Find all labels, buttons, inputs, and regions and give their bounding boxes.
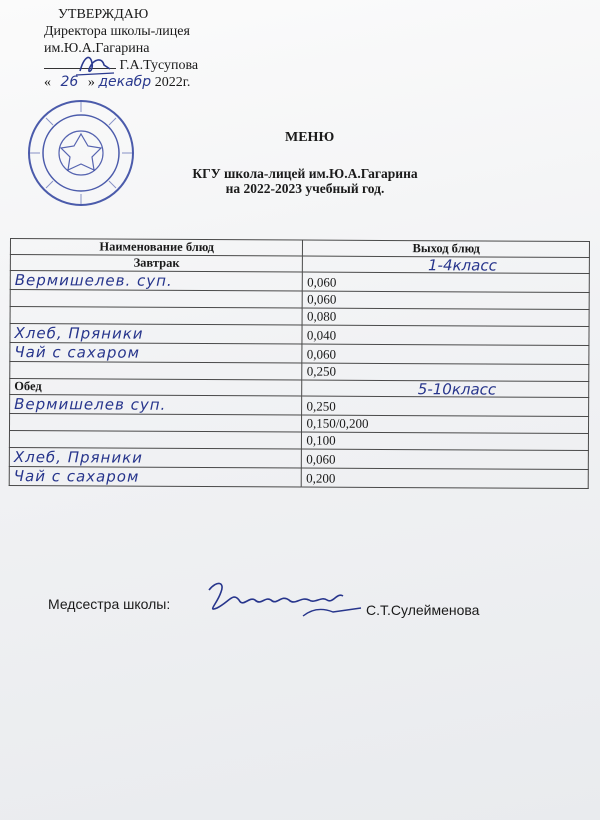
output-cell: 0,250 (302, 396, 589, 417)
signer-name: Г.А.Тусупова (119, 58, 199, 73)
dish-cell (9, 430, 302, 449)
table-row (9, 466, 588, 488)
section-label-lunch: Обед (10, 379, 303, 397)
output-cell: 0,100 (302, 432, 589, 451)
lunch-class-note: 5-10класс (417, 380, 497, 399)
dish-cell: Чай с сахаром (9, 466, 302, 487)
doc-subtitle-school: КГУ школа-лицей им.Ю.А.Гагарина (192, 166, 418, 181)
date-year: 2022г. (154, 75, 191, 90)
lunch-class-cell (302, 380, 589, 398)
official-stamp (26, 98, 136, 208)
director-signature (40, 49, 120, 79)
output-cell: 0,040 (302, 325, 589, 346)
output-cell: 0,080 (302, 308, 589, 327)
dish-cell (10, 307, 303, 326)
dish-cell (9, 414, 302, 433)
output-cell: 0,060 (302, 344, 589, 365)
date-month: декабр (98, 74, 152, 90)
approve-label: УТВЕРЖДАЮ (58, 7, 149, 22)
col-header-output: Выход блюд (303, 240, 590, 258)
dish-cell: Хлеб, Пряники (9, 447, 302, 468)
nurse-label: Медсестра школы: (48, 596, 171, 612)
section-label-breakfast: Завтрак (10, 255, 303, 273)
output-cell: 0,060 (302, 449, 589, 470)
dish-cell (10, 362, 303, 381)
output-cell: 0,200 (302, 468, 589, 489)
date-day: 26 (60, 74, 79, 90)
doc-title: МЕНЮ (285, 130, 335, 145)
dish-cell (10, 290, 303, 309)
position-line: Директора школы-лицея (44, 24, 190, 39)
nurse-name: С.Т.Сулейменова (366, 602, 480, 618)
output-cell: 0,060 (303, 272, 590, 293)
menu-table (9, 238, 590, 489)
output-cell: 0,060 (303, 291, 590, 310)
date-row: « 26 » декабр 2022г. (44, 74, 191, 90)
breakfast-class-note: 1-4класс (427, 256, 497, 275)
dish-cell: Вермишелев. суп. (10, 271, 303, 292)
dish-cell: Хлеб, Пряники (10, 324, 303, 345)
nurse-signature (203, 578, 363, 624)
doc-subtitle-year: на 2022-2023 учебный год. (225, 181, 385, 196)
output-cell: 0,150/0,200 (302, 415, 589, 434)
dish-cell: Чай с сахаром (10, 343, 303, 364)
col-header-dish: Наименование блюд (10, 239, 303, 257)
school-line: им.Ю.А.Гагарина (44, 41, 150, 56)
output-cell: 0,250 (302, 363, 589, 382)
date-quote: « (44, 75, 51, 90)
breakfast-class-cell (303, 256, 590, 274)
dish-cell: Вермишелев суп. (10, 395, 303, 416)
